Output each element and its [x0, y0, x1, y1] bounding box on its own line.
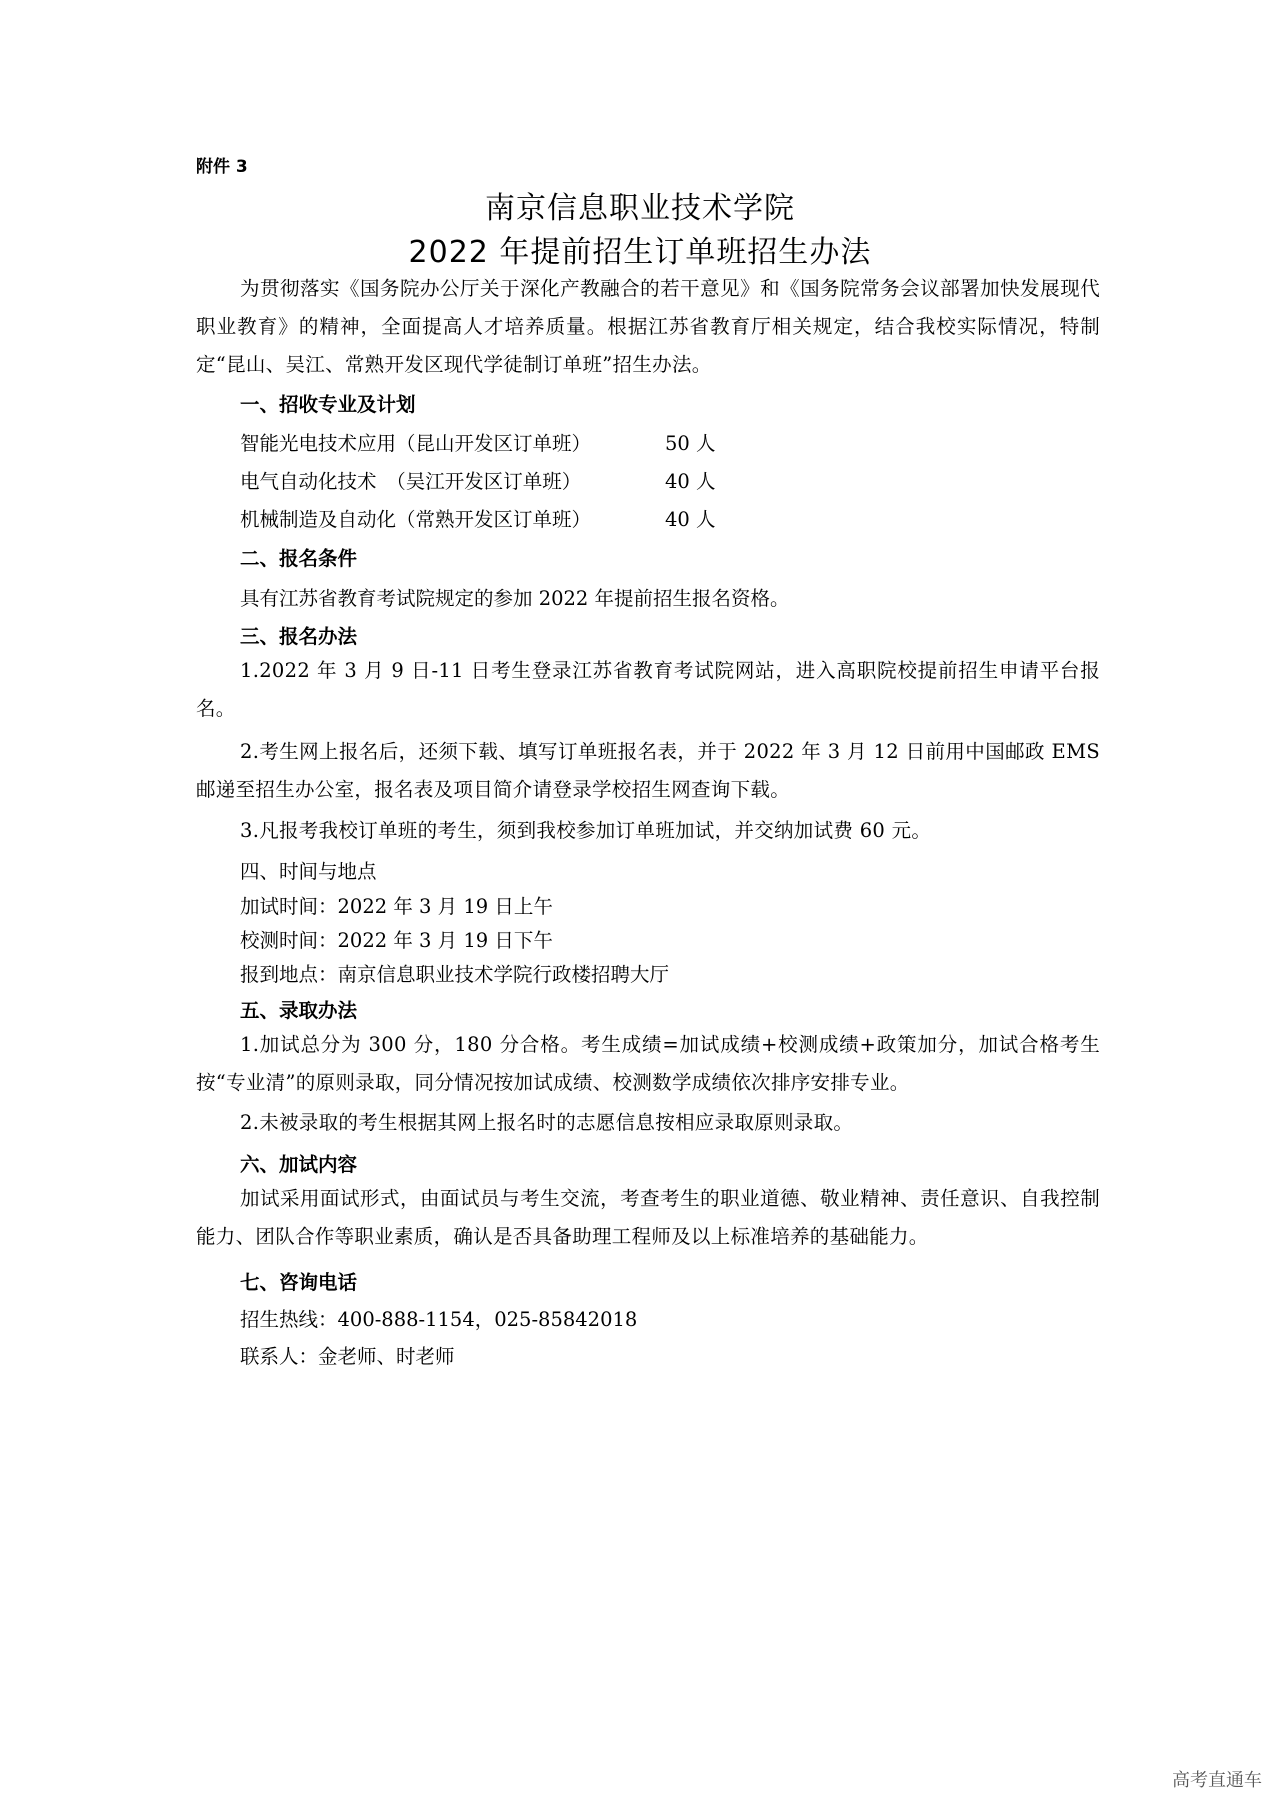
plan-name: 智能光电技术应用（昆山开发区订单班）	[240, 432, 592, 455]
section-1-heading: 一、招收专业及计划	[240, 393, 416, 416]
section-3-heading: 三、报名办法	[240, 625, 358, 648]
attachment-label: 附件 3	[196, 157, 248, 177]
section-2-text: 具有江苏省教育考试院规定的参加 2022 年提前招生报名资格。	[240, 587, 790, 610]
plan-name: 机械制造及自动化（常熟开发区订单班）	[240, 508, 592, 531]
document-title-line2: 2022 年提前招生订单班招生办法	[408, 235, 872, 270]
hotline: 招生热线：400-888-1154，025-85842018	[240, 1308, 638, 1331]
section-6-heading: 六、加试内容	[240, 1153, 358, 1176]
section-4-heading: 四、时间与地点	[240, 860, 377, 883]
plan-count: 50 人	[665, 432, 716, 455]
section-2-heading: 二、报名条件	[240, 547, 358, 570]
section-5-paragraph-2: 2.未被录取的考生根据其网上报名时的志愿信息按相应录取原则录取。	[240, 1111, 854, 1134]
section-5-paragraph-1: 1.加试总分为 300 分，180 分合格。考生成绩=加试成绩+校测成绩+政策加分，加试合格考生按“专业清”的原则录取，同分情况按加试成绩、校测数学成绩依次排序安排专业。	[196, 1033, 1100, 1094]
plan-row	[240, 428, 716, 456]
report-location: 报到地点：南京信息职业技术学院行政楼招聘大厅	[240, 963, 670, 986]
section-5-heading: 五、录取办法	[240, 999, 358, 1022]
exam-time: 加试时间：2022 年 3 月 19 日上午	[240, 895, 553, 918]
plan-row	[240, 466, 716, 494]
plan-name: 电气自动化技术 （吴江开发区订单班）	[240, 470, 582, 493]
contact-person: 联系人：金老师、时老师	[240, 1345, 455, 1368]
document-title-line1: 南京信息职业技术学院	[485, 191, 795, 226]
section-3-paragraph-1: 1.2022 年 3 月 9 日-11 日考生登录江苏省教育考试院网站，进入高职院校提前招生申请平台报名。	[196, 659, 1100, 720]
section-3-paragraph-3: 3.凡报考我校订单班的考生，须到我校参加订单班加试，并交纳加试费 60 元。	[240, 819, 932, 842]
section-6-paragraph: 加试采用面试形式，由面试员与考生交流，考查考生的职业道德、敬业精神、责任意识、自我控制能力、团队合作等职业素质，确认是否具备助理工程师及以上标准培养的基础能力。	[196, 1187, 1100, 1248]
watermark-text: 高考直通车	[1172, 1770, 1262, 1791]
section-3-paragraph-2: 2.考生网上报名后，还须下载、填写订单班报名表，并于 2022 年 3 月 12 日前用中国邮政 EMS 邮递至招生办公室，报名表及项目简介请登录学校招生网查询下载。	[196, 740, 1100, 801]
plan-count: 40 人	[665, 470, 716, 493]
section-7-heading: 七、咨询电话	[240, 1271, 358, 1294]
school-test-time: 校测时间：2022 年 3 月 19 日下午	[240, 929, 553, 952]
plan-row	[240, 504, 716, 532]
plan-count: 40 人	[665, 508, 716, 531]
intro-paragraph: 为贯彻落实《国务院办公厅关于深化产教融合的若干意见》和《国务院常务会议部署加快发展现代职业教育》的精神，全面提高人才培养质量。根据江苏省教育厅相关规定，结合我校实际情况，特制定“昆山、吴江、常熟开发区现代学徒制订单班”招生办法。	[196, 277, 1100, 376]
